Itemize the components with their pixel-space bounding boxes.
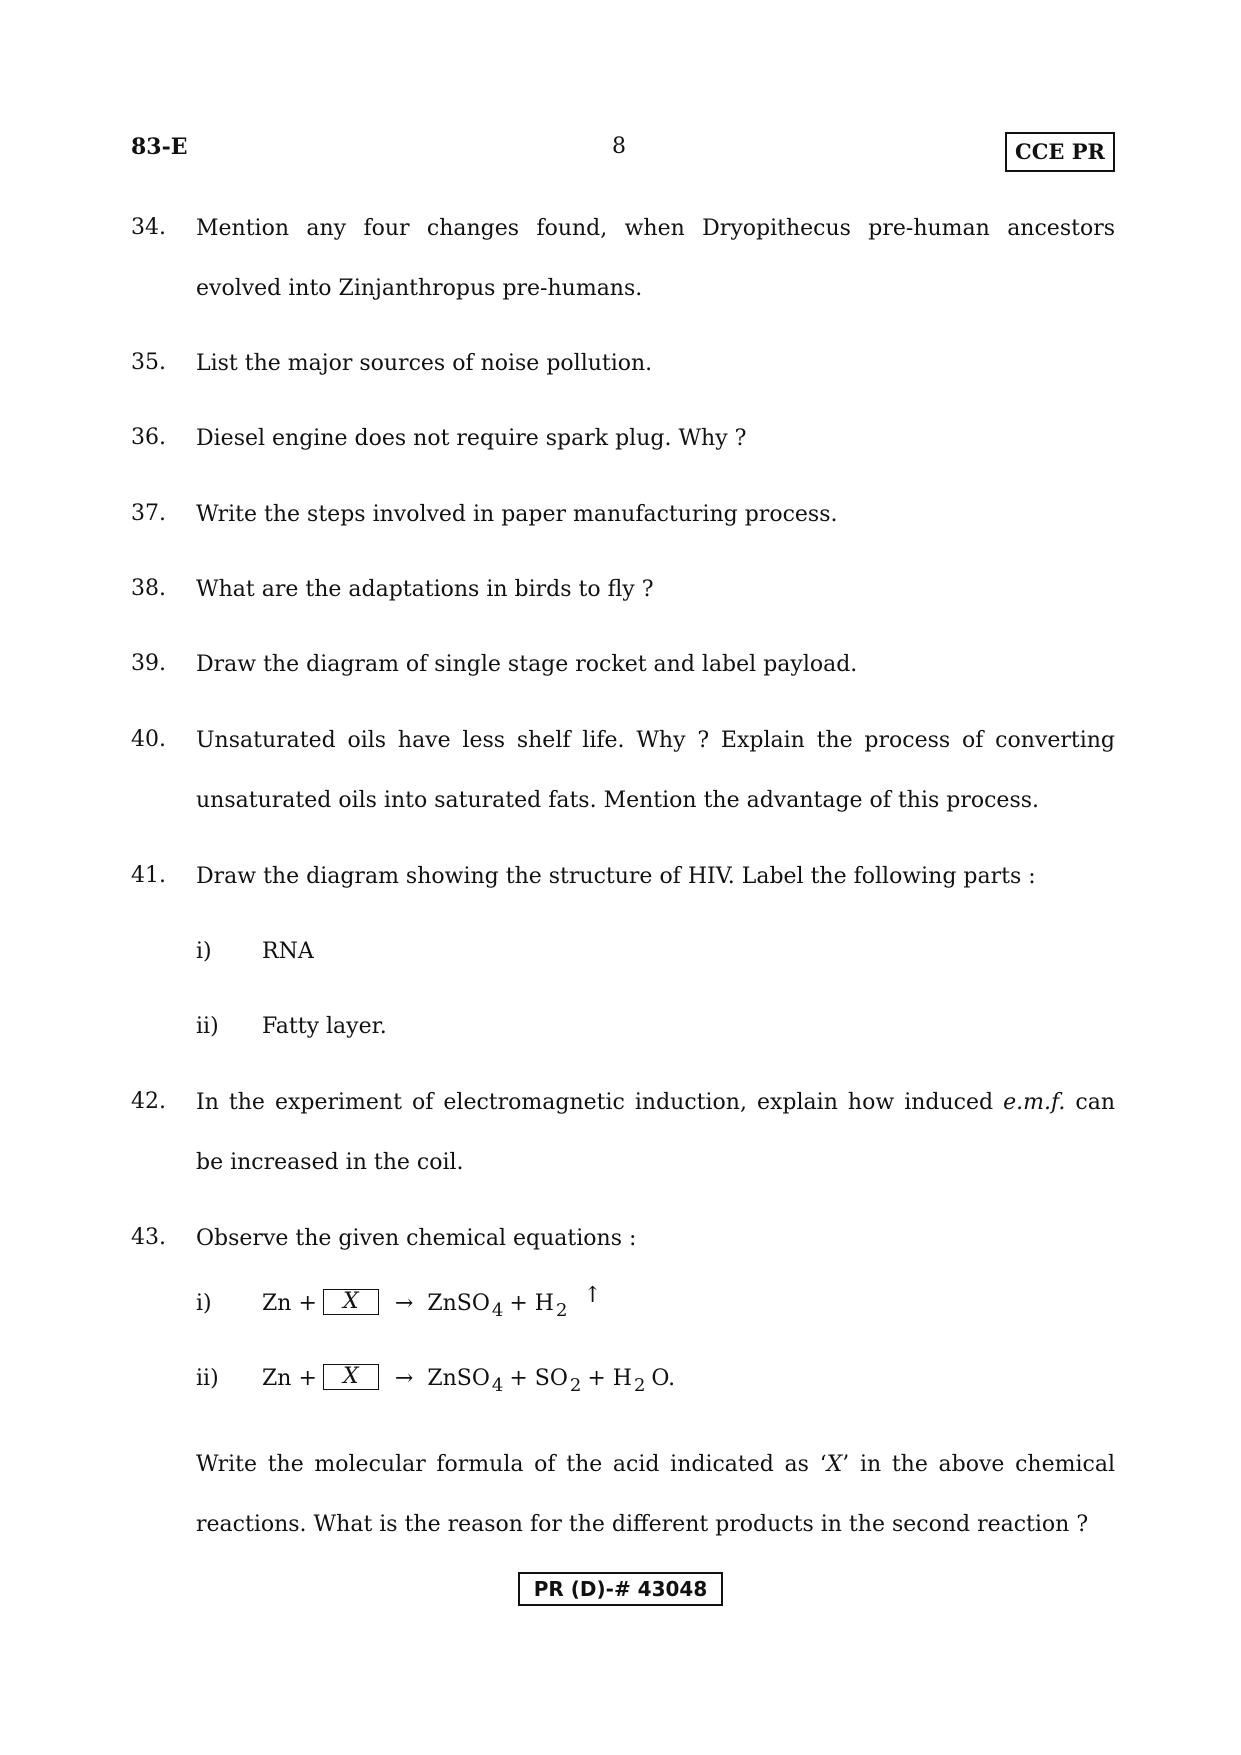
question-number: 35. (131, 350, 166, 375)
series-box: CCE PR (1005, 132, 1115, 172)
question-text: Write the molecular formula of the acid indicated as ‘X’ in the above chemical (196, 1452, 1115, 1477)
gas-evolved-arrow-icon: ↑ (583, 1283, 602, 1308)
question-number: 40. (131, 727, 166, 752)
question-number: 43. (131, 1225, 166, 1250)
footer-code-box: PR (D)-# 43048 (518, 1572, 723, 1606)
question-text: Write the steps involved in paper manufacturing process. (196, 502, 838, 527)
question-text: Draw the diagram of single stage rocket and label payload. (196, 652, 858, 677)
question-text: In the experiment of electromagnetic induction, explain how induced e.m.f. can (196, 1090, 1115, 1115)
question-text: reactions. What is the reason for the different products in the second reaction ? (196, 1512, 1089, 1537)
question-number: 42. (131, 1089, 166, 1114)
reaction-arrow: → (394, 1366, 414, 1391)
part-label: ii) (196, 1014, 219, 1039)
part-text: RNA (262, 939, 314, 964)
question-text: Draw the diagram showing the structure of HIV. Label the following parts : (196, 864, 1036, 889)
unknown-acid-box: X (323, 1364, 379, 1390)
question-text: be increased in the coil. (196, 1150, 464, 1175)
question-text: unsaturated oils into saturated fats. Mention the advantage of this process. (196, 788, 1040, 813)
question-number: 39. (131, 651, 166, 676)
paper-code: 83-E (131, 134, 188, 160)
part-label: i) (196, 939, 212, 964)
question-number: 38. (131, 576, 166, 601)
question-number: 37. (131, 501, 166, 526)
equation-label: i) (196, 1291, 212, 1316)
question-number: 36. (131, 425, 166, 450)
equation-label: ii) (196, 1366, 219, 1391)
equation-text: Zn + X → ZnSO $_4$ + SO $_2$ + H $_2$ O. (262, 1364, 676, 1396)
reaction-arrow: → (394, 1291, 414, 1316)
unknown-acid-box: X (323, 1289, 379, 1315)
question-text: evolved into Zinjanthropus pre-humans. (196, 276, 643, 301)
question-text: Observe the given chemical equations : (196, 1226, 637, 1251)
question-number: 34. (131, 215, 166, 240)
equation-text: Zn + X → ZnSO $_4$ + H $_2$ ↑ (262, 1283, 602, 1321)
page-number: 8 (612, 134, 626, 159)
question-text: List the major sources of noise pollution. (196, 351, 653, 376)
question-text: Unsaturated oils have less shelf life. Why ? Explain the process of converting (196, 728, 1115, 753)
question-number: 41. (131, 863, 166, 888)
question-text: Mention any four changes found, when Dryopithecus pre-human ancestors (196, 216, 1115, 241)
question-text: Diesel engine does not require spark plug. Why ? (196, 426, 747, 451)
question-text: What are the adaptations in birds to fly ? (196, 577, 654, 602)
part-text: Fatty layer. (262, 1014, 387, 1039)
